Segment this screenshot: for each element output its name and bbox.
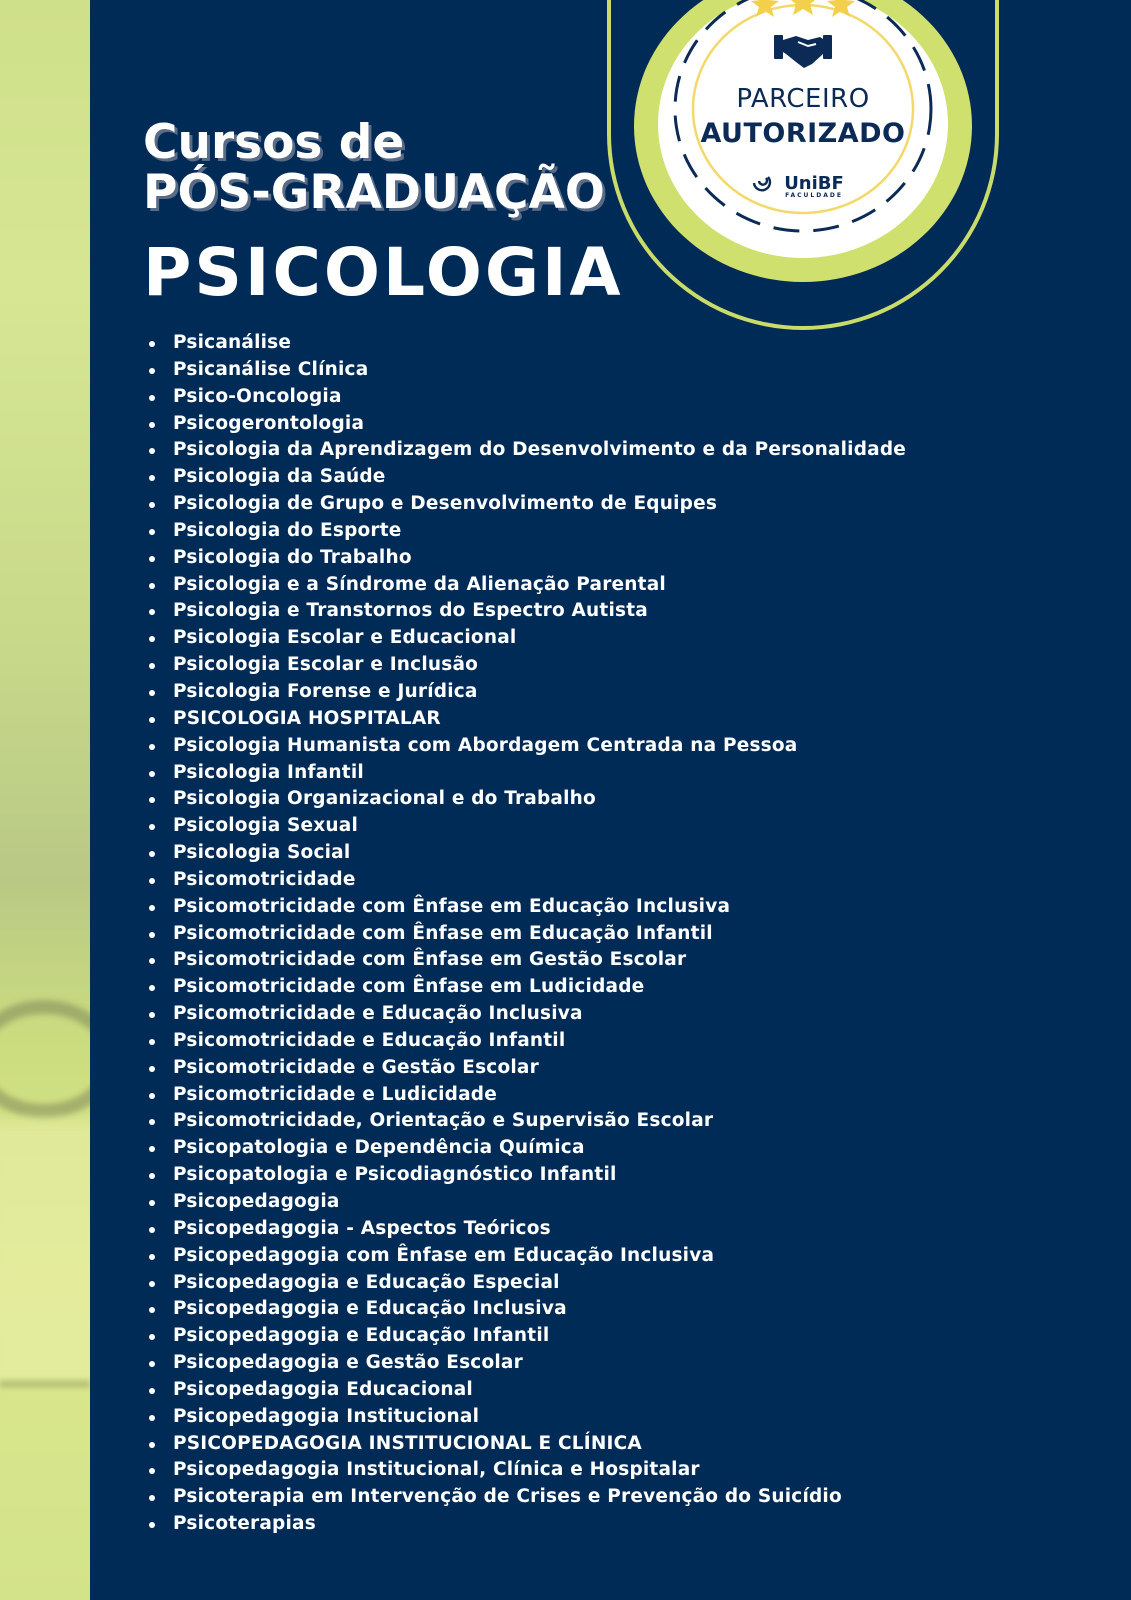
course-list-item: Psico-Oncologia bbox=[143, 384, 906, 411]
handshake-icon bbox=[774, 35, 832, 68]
course-list-item: Psicanálise bbox=[143, 330, 906, 357]
course-list-item: Psicologia Sexual bbox=[143, 813, 906, 840]
course-list-item: Psicopedagogia e Educação Infantil bbox=[143, 1323, 906, 1350]
course-list-item: Psicomotricidade bbox=[143, 867, 906, 894]
course-list-item: Psicologia e Transtornos do Espectro Autista bbox=[143, 598, 906, 625]
title-cursos-de: Cursos de bbox=[143, 115, 405, 170]
magnifier-blur bbox=[0, 1000, 90, 1118]
course-list-item: Psicopedagogia - Aspectos Teóricos bbox=[143, 1216, 906, 1243]
book-blur bbox=[0, 1120, 90, 1380]
course-list bbox=[143, 330, 906, 1538]
course-list-item: Psicologia Escolar e Educacional bbox=[143, 625, 906, 652]
course-list-item: Psicologia de Grupo e Desenvolvimento de Equipes bbox=[143, 491, 906, 518]
title-pos-graduacao: PÓS-GRADUAÇÃO bbox=[143, 165, 605, 220]
course-list-item: Psicopedagogia Institucional bbox=[143, 1404, 906, 1431]
star-icon bbox=[787, 0, 819, 15]
course-list-item: Psicogerontologia bbox=[143, 411, 906, 438]
course-list-item: Psicologia Escolar e Inclusão bbox=[143, 652, 906, 679]
course-list-item: Psicomotricidade, Orientação e Supervisão Escolar bbox=[143, 1108, 906, 1135]
course-list-item: Psicomotricidade e Gestão Escolar bbox=[143, 1055, 906, 1082]
course-list-item: Psicopatologia e Psicodiagnóstico Infantil bbox=[143, 1162, 906, 1189]
badge-logo-sub: FACULDADE bbox=[785, 192, 843, 199]
course-list-item: Psicopedagogia e Gestão Escolar bbox=[143, 1350, 906, 1377]
course-list-item: Psicologia Social bbox=[143, 840, 906, 867]
course-list-item: Psicomotricidade com Ênfase em Gestão Escolar bbox=[143, 947, 906, 974]
title-psicologia: PSICOLOGIA bbox=[143, 234, 624, 311]
course-list-item: Psicomotricidade e Educação Infantil bbox=[143, 1028, 906, 1055]
course-list-item: Psicoterapia em Intervenção de Crises e Prevenção do Suicídio bbox=[143, 1484, 906, 1511]
course-list-item: Psicoterapias bbox=[143, 1511, 906, 1538]
course-list-item: Psicologia Forense e Jurídica bbox=[143, 679, 906, 706]
course-list-item: PSICOLOGIA HOSPITALAR bbox=[143, 706, 906, 733]
stars-group bbox=[751, 0, 855, 17]
course-list-item: Psicomotricidade e Ludicidade bbox=[143, 1082, 906, 1109]
course-list-item: Psicomotricidade com Ênfase em Educação Infantil bbox=[143, 921, 906, 948]
course-list-item: Psicologia da Saúde bbox=[143, 464, 906, 491]
course-list-item: Psicologia do Trabalho bbox=[143, 545, 906, 572]
course-list-item: Psicologia do Esporte bbox=[143, 518, 906, 545]
badge-logo-text: UniBF bbox=[784, 173, 844, 194]
course-list-item: Psicopedagogia bbox=[143, 1189, 906, 1216]
course-list-item: Psicomotricidade e Educação Inclusiva bbox=[143, 1001, 906, 1028]
course-list-item: PSICOPEDAGOGIA INSTITUCIONAL E CLÍNICA bbox=[143, 1431, 906, 1458]
course-list-item: Psicologia Infantil bbox=[143, 760, 906, 787]
course-list-item: Psicologia da Aprendizagem do Desenvolvimento e da Personalidade bbox=[143, 437, 906, 464]
shelf-blur bbox=[0, 1380, 90, 1388]
course-list-item: Psicanálise Clínica bbox=[143, 357, 906, 384]
course-list-item: Psicologia e a Síndrome da Alienação Parental bbox=[143, 572, 906, 599]
badge-logo bbox=[658, 173, 948, 199]
background-photo-strip bbox=[0, 0, 90, 1600]
course-list-item: Psicopedagogia e Educação Inclusiva bbox=[143, 1296, 906, 1323]
course-list-item: Psicologia Organizacional e do Trabalho bbox=[143, 786, 906, 813]
course-list-item: Psicopedagogia Educacional bbox=[143, 1377, 906, 1404]
course-list-item: Psicopedagogia com Ênfase em Educação Inclusiva bbox=[143, 1243, 906, 1270]
course-list-item: Psicomotricidade com Ênfase em Educação Inclusiva bbox=[143, 894, 906, 921]
badge-text-parceiro: PARCEIRO bbox=[736, 84, 870, 114]
course-list-item: Psicopedagogia e Educação Especial bbox=[143, 1270, 906, 1297]
course-list-item: Psicomotricidade com Ênfase em Ludicidade bbox=[143, 974, 906, 1001]
course-list-item: Psicologia Humanista com Abordagem Centrada na Pessoa bbox=[143, 733, 906, 760]
course-list-item: Psicopatologia e Dependência Química bbox=[143, 1135, 906, 1162]
badge-text-autorizado: AUTORIZADO bbox=[700, 118, 906, 149]
course-list-item: Psicopedagogia Institucional, Clínica e Hospitalar bbox=[143, 1457, 906, 1484]
